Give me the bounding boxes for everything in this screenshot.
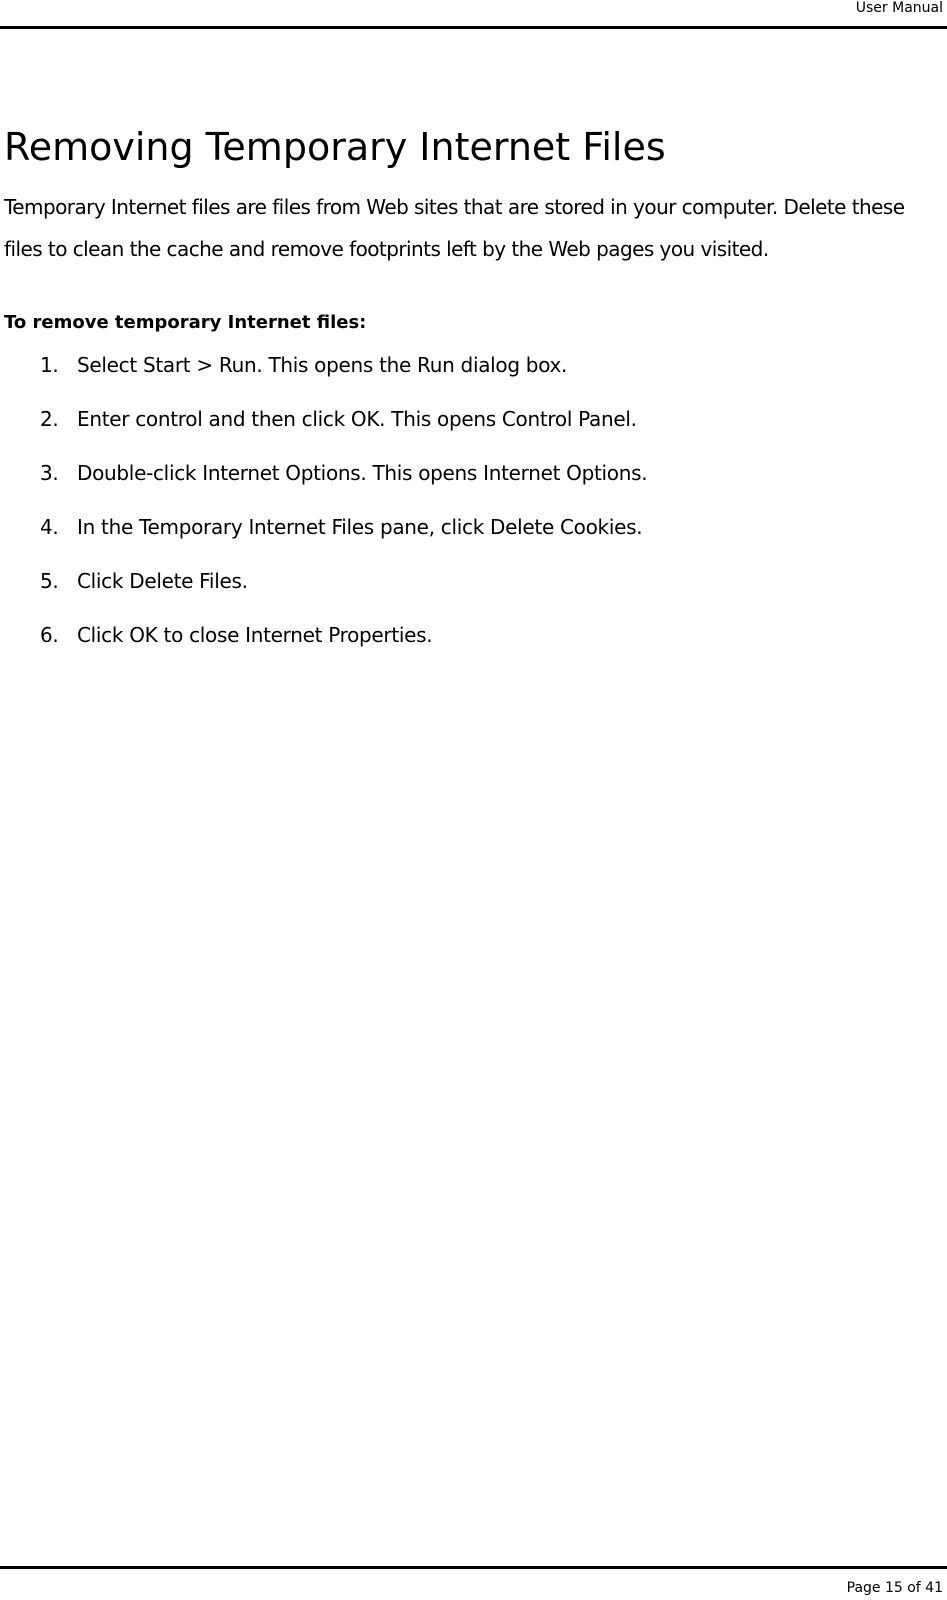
step-text: In the Temporary Internet Files pane, click Delete Cookies. bbox=[77, 515, 643, 539]
step-number: 3. bbox=[40, 461, 59, 485]
section-title: Removing Temporary Internet Files bbox=[4, 125, 666, 169]
running-title: User Manual bbox=[855, 0, 943, 16]
step-number: 6. bbox=[40, 623, 59, 647]
step-text: Double-click Internet Options. This opens Internet Options. bbox=[77, 461, 648, 485]
footer-divider bbox=[0, 1566, 947, 1569]
step-text: Enter control and then click OK. This opens Control Panel. bbox=[77, 407, 637, 431]
header-divider bbox=[0, 26, 947, 29]
step-text: Select Start > Run. This opens the Run dialog box. bbox=[77, 353, 568, 377]
step-text: Click OK to close Internet Properties. bbox=[77, 623, 433, 647]
step-number: 5. bbox=[40, 569, 59, 593]
step-number: 4. bbox=[40, 515, 59, 539]
intro-paragraph: Temporary Internet files are files from Web sites that are stored in your computer. Delete these files to clean the cache and remove footprints left by the Web pages you visited. bbox=[4, 195, 905, 261]
step-number: 1. bbox=[40, 353, 59, 377]
procedure-heading: To remove temporary Internet files: bbox=[4, 312, 367, 333]
step-number: 2. bbox=[40, 407, 59, 431]
step-text: Click Delete Files. bbox=[77, 569, 248, 593]
page-number: Page 15 of 41 bbox=[846, 1580, 943, 1596]
